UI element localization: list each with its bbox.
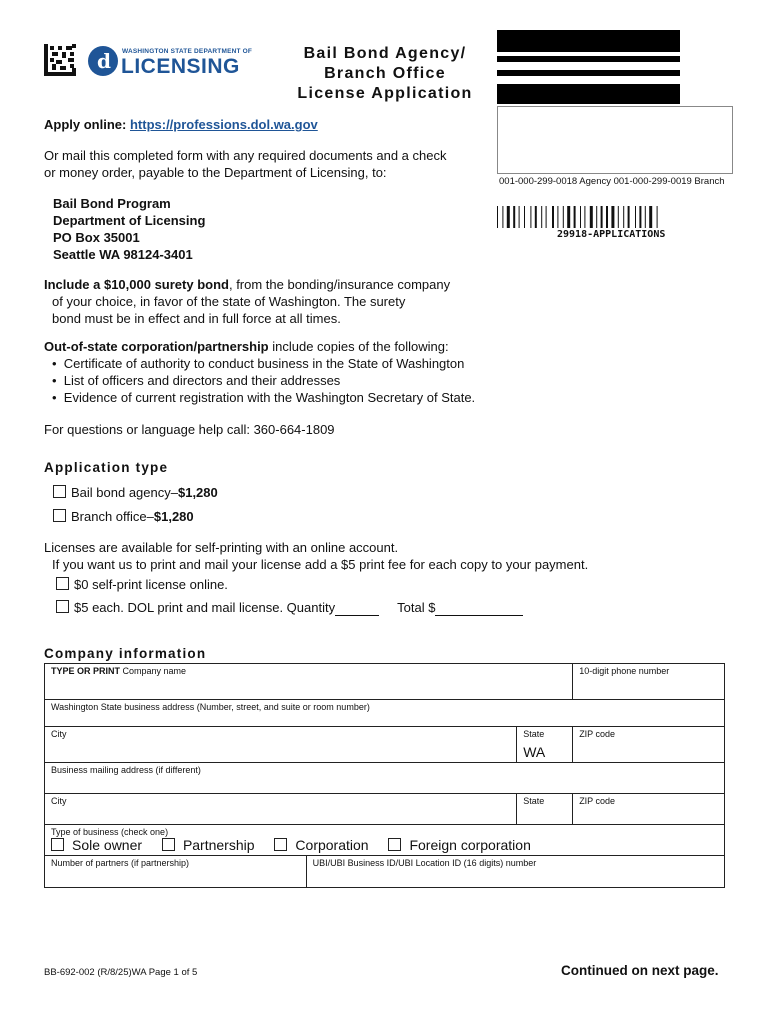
barcode-stripe [546, 206, 547, 228]
partners-field[interactable]: Number of partners (if partnership) [45, 856, 307, 888]
barcode-stripe [563, 206, 564, 228]
title-line-1: Bail Bond Agency/ [303, 45, 467, 62]
checkbox[interactable] [53, 509, 66, 522]
barcode-stripe [628, 206, 630, 228]
barcode-stripe [645, 206, 646, 228]
redaction-bar [497, 56, 680, 62]
oos-rest: include copies of the following: [268, 339, 449, 354]
barcode-stripe [596, 206, 597, 228]
barcode-stripe [584, 206, 585, 228]
qr-code [44, 44, 76, 76]
option-dol-print[interactable]: $5 each. DOL print and mail license. Quantity Total $ [56, 599, 523, 616]
barcode-stripe [649, 206, 652, 228]
barcode-stripe [639, 206, 641, 228]
checkbox[interactable] [388, 838, 401, 851]
surety-bond-line-2: of your choice, in favor of the state of Washington. The surety [52, 294, 406, 309]
oos-item: • Evidence of current registration with the Washington Secretary of State. [52, 390, 476, 405]
total-field[interactable] [435, 603, 523, 616]
biz-sole-owner[interactable]: Sole owner [51, 837, 150, 853]
barcode-stripe [590, 206, 593, 228]
barcode-stripe [524, 206, 525, 228]
print-info [44, 539, 588, 573]
dol-seal-icon: d [88, 46, 118, 76]
print-line-2: If you want us to print and mail your license add a $5 print fee for each copy to your payment. [52, 557, 589, 572]
barcode-stripe [618, 206, 619, 228]
oos-item: • Certificate of authority to conduct business in the State of Washington [52, 356, 465, 371]
barcode [497, 206, 721, 228]
mailing-address [53, 195, 205, 263]
biz-foreign-corporation[interactable]: Foreign corporation [388, 837, 538, 853]
barcode-stripe [635, 206, 636, 228]
state-field[interactable]: State WA [517, 727, 573, 763]
surety-bond-line-3: bond must be in effect and in full force at all times. [52, 311, 341, 326]
dol-logo [88, 46, 253, 78]
barcode-stripe [530, 206, 531, 228]
barcode-stripe [574, 206, 576, 228]
barcode-stripe [580, 206, 581, 228]
barcode-stripe [657, 206, 658, 228]
barcode-stripe [623, 206, 624, 228]
mail-line-2: or money order, payable to the Department of Licensing, to: [44, 165, 387, 180]
company-info-heading: Company information [44, 646, 207, 661]
title-line-2: Branch Office [324, 65, 446, 82]
option-bail-bond-agency[interactable]: Bail bond agency–$1,280 [53, 484, 218, 501]
address-line: PO Box 35001 [53, 230, 140, 245]
surety-bond-note [44, 276, 450, 327]
mailing-city-field[interactable]: City [45, 794, 517, 825]
fee-codes: 001-000-299-0018 Agency 001-000-299-0019 Branch [499, 176, 725, 187]
state-value: WA [523, 744, 546, 760]
city-field[interactable]: City [45, 727, 517, 763]
oos-bold: Out-of-state corporation/partnership [44, 339, 269, 354]
checkbox[interactable] [274, 838, 287, 851]
mailing-label-box [497, 106, 733, 174]
phone-field[interactable]: 10-digit phone number [573, 664, 725, 700]
form-title [270, 44, 500, 104]
barcode-stripe [557, 206, 558, 228]
option-branch-office[interactable]: Branch office–$1,280 [53, 508, 194, 525]
mailing-zip-field[interactable]: ZIP code [573, 794, 725, 825]
redaction-bar [497, 30, 680, 52]
barcode-stripe [497, 206, 498, 228]
barcode-stripe [507, 206, 510, 228]
checkbox[interactable] [53, 485, 66, 498]
apply-online-link[interactable]: https://professions.dol.wa.gov [129, 117, 318, 132]
business-type-field [45, 825, 725, 856]
checkbox[interactable] [51, 838, 64, 851]
biz-partnership[interactable]: Partnership [162, 837, 263, 853]
mailing-address-field[interactable]: Business mailing address (if different) [45, 763, 725, 794]
address-line: Bail Bond Program [53, 196, 171, 211]
address-line: Department of Licensing [53, 213, 206, 228]
total-label: Total $ [397, 600, 436, 615]
barcode-stripe [513, 206, 515, 228]
redaction-bar [497, 70, 680, 76]
barcode-stripe [601, 206, 603, 228]
business-type-label: Type of business (check one) [51, 827, 169, 837]
barcode-stripe [611, 206, 614, 228]
mailing-state-field[interactable]: State [517, 794, 573, 825]
checkbox[interactable] [162, 838, 175, 851]
apply-online-line [44, 116, 318, 133]
form-id: BB-692-002 (R/8/25)WA Page 1 of 5 [44, 967, 198, 978]
ubi-field[interactable]: UBI/UBI Business ID/UBI Location ID (16 digits) number [306, 856, 724, 888]
barcode-stripe [552, 206, 554, 228]
continued-note: Continued on next page. [561, 963, 719, 978]
oos-item: • List of officers and directors and their addresses [52, 373, 341, 388]
company-name-field[interactable]: TYPE OR PRINT Company name [45, 664, 573, 700]
wa-address-field[interactable]: Washington State business address (Number, street, and suite or room number) [45, 700, 725, 727]
barcode-stripe [567, 206, 570, 228]
checkbox[interactable] [56, 600, 69, 613]
option-self-print[interactable]: $0 self-print license online. [56, 576, 228, 593]
barcode-stripe [519, 206, 520, 228]
mail-instructions [44, 147, 446, 181]
barcode-stripe [541, 206, 542, 228]
application-type-heading: Application type [44, 460, 169, 475]
barcode-text: 29918-APPLICATIONS [557, 229, 666, 240]
logo-top-text: WASHINGTON STATE DEPARTMENT OF [122, 48, 253, 55]
questions-line: For questions or language help call: 360-664-1809 [44, 422, 335, 437]
surety-bond-bold: Include a $10,000 surety bond [44, 277, 229, 292]
biz-corporation[interactable]: Corporation [274, 837, 376, 853]
title-line-3: License Application [297, 85, 473, 102]
barcode-stripe [502, 206, 503, 228]
zip-field[interactable]: ZIP code [573, 727, 725, 763]
quantity-field[interactable] [335, 603, 379, 616]
address-line: Seattle WA 98124-3401 [53, 247, 193, 262]
redaction-bar [497, 84, 680, 104]
out-of-state-note [44, 338, 475, 406]
barcode-stripe [535, 206, 537, 228]
surety-bond-rest: , from the bonding/insurance company [228, 277, 451, 292]
barcode-stripe [606, 206, 608, 228]
company-info-table [44, 663, 725, 888]
mail-line-1: Or mail this completed form with any required documents and a check [44, 148, 447, 163]
checkbox[interactable] [56, 577, 69, 590]
apply-online-label: Apply online: [44, 117, 127, 132]
logo-main-text: LICENSING [121, 55, 240, 78]
print-line-1: Licenses are available for self-printing with an online account. [44, 540, 399, 555]
